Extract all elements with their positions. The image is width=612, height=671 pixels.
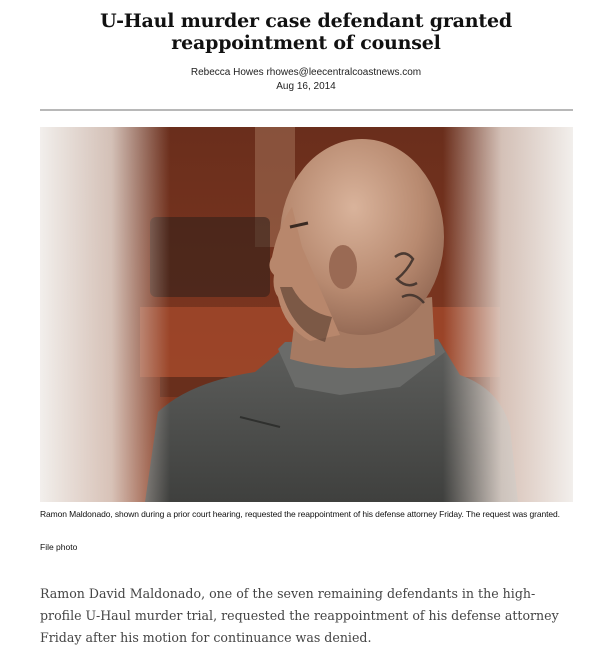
header-divider <box>40 109 573 111</box>
article-photo <box>40 127 573 502</box>
photo-credit: File photo <box>40 542 78 552</box>
article-date: Aug 16, 2014 <box>276 81 336 92</box>
article-paragraph: Ramon David Maldonado, one of the seven remaining defendants in the high-profile U-Haul murder trial, requested the reappointment of his defense attorney Friday after his motion for continuance was denied. <box>40 586 559 645</box>
photo-caption: Ramon Maldonado, shown during a prior court hearing, requested the reappointment of his defense attorney Friday. The request was granted. <box>40 509 560 519</box>
article-headline: U-Haul murder case defendant granted reappointment of counsel <box>100 10 512 54</box>
article-byline[interactable]: Rebecca Howes rhowes@leecentralcoastnews.com <box>190 67 422 78</box>
